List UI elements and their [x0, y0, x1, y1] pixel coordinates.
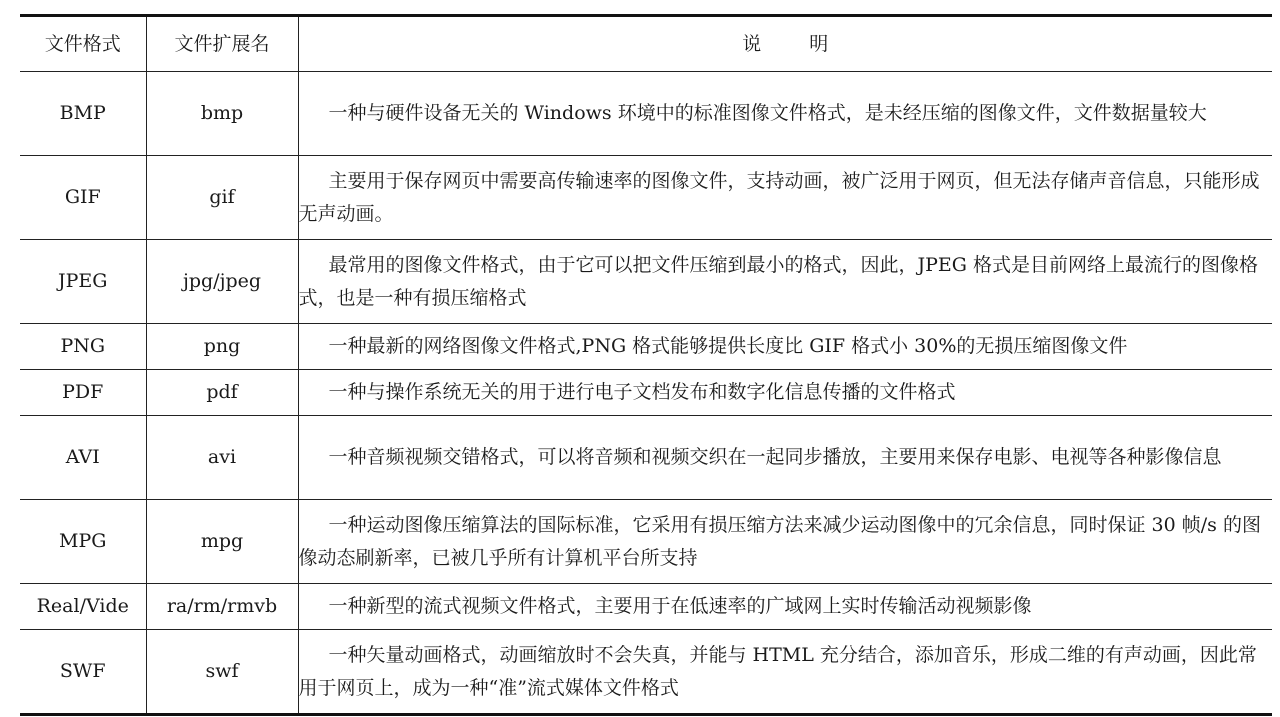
extension-cell: avi — [146, 416, 298, 500]
format-cell: Real/Vide — [20, 584, 146, 630]
extension-cell: gif — [146, 156, 298, 240]
description-cell — [298, 324, 1272, 370]
format-cell: MPG — [20, 500, 146, 584]
extension-cell: bmp — [146, 72, 298, 156]
description-text: 最常用的图像文件格式，由于它可以把文件压缩到最小的格式，因此，JPEG 格式是目前网络上最流行的图像格式，也是一种有损压缩格式 — [298, 253, 1258, 309]
extension-cell: swf — [146, 630, 298, 715]
table-row — [20, 416, 1272, 500]
table-row — [20, 156, 1272, 240]
format-cell: GIF — [20, 156, 146, 240]
description-cell — [298, 630, 1272, 715]
description-cell — [298, 370, 1272, 416]
header-format: 文件格式 — [20, 16, 146, 72]
table-row — [20, 370, 1272, 416]
header-description-label: 说明 — [742, 32, 877, 55]
description-text: 一种与硬件设备无关的 Windows 环境中的标准图像文件格式，是未经压缩的图像文件，文件数据量较大 — [328, 102, 1207, 124]
extension-cell: png — [146, 324, 298, 370]
format-cell: SWF — [20, 630, 146, 715]
extension-cell: pdf — [146, 370, 298, 416]
extension-cell: mpg — [146, 500, 298, 584]
extension-cell: jpg/jpeg — [146, 240, 298, 324]
format-cell: BMP — [20, 72, 146, 156]
format-cell: JPEG — [20, 240, 146, 324]
description-cell — [298, 240, 1272, 324]
description-text: 主要用于保存网页中需要高传输速率的图像文件，支持动画，被广泛用于网页，但无法存储声音信息，只能形成无声动画。 — [298, 169, 1260, 225]
description-cell — [298, 584, 1272, 630]
format-cell: PDF — [20, 370, 146, 416]
format-cell: AVI — [20, 416, 146, 500]
extension-cell: ra/rm/rmvb — [146, 584, 298, 630]
file-format-table — [20, 14, 1272, 716]
table-row — [20, 72, 1272, 156]
table-row — [20, 584, 1272, 630]
table-header-row — [20, 16, 1272, 72]
table-row — [20, 240, 1272, 324]
description-text: 一种矢量动画格式，动画缩放时不会失真，并能与 HTML 充分结合，添加音乐，形成二维的有声动画，因此常用于网页上，成为一种“准”流式媒体文件格式 — [298, 643, 1257, 699]
description-text: 一种新型的流式视频文件格式，主要用于在低速率的广域网上实时传输活动视频影像 — [328, 595, 1032, 617]
table-row — [20, 324, 1272, 370]
header-description — [298, 16, 1272, 72]
table-row — [20, 630, 1272, 715]
description-cell — [298, 500, 1272, 584]
description-text: 一种与操作系统无关的用于进行电子文档发布和数字化信息传播的文件格式 — [328, 381, 956, 403]
description-text: 一种音频视频交错格式，可以将音频和视频交织在一起同步播放，主要用来保存电影、电视等各种影像信息 — [328, 446, 1222, 468]
description-cell — [298, 156, 1272, 240]
description-cell — [298, 72, 1272, 156]
table-row — [20, 500, 1272, 584]
description-text: 一种运动图像压缩算法的国际标准，它采用有损压缩方法来减少运动图像中的冗余信息，同时保证 30 帧/s 的图像动态刷新率，已被几乎所有计算机平台所支持 — [298, 513, 1261, 569]
format-cell: PNG — [20, 324, 146, 370]
header-extension: 文件扩展名 — [146, 16, 298, 72]
description-text: 一种最新的网络图像文件格式,PNG 格式能够提供长度比 GIF 格式小 30%的无损压缩图像文件 — [328, 335, 1128, 357]
description-cell — [298, 416, 1272, 500]
